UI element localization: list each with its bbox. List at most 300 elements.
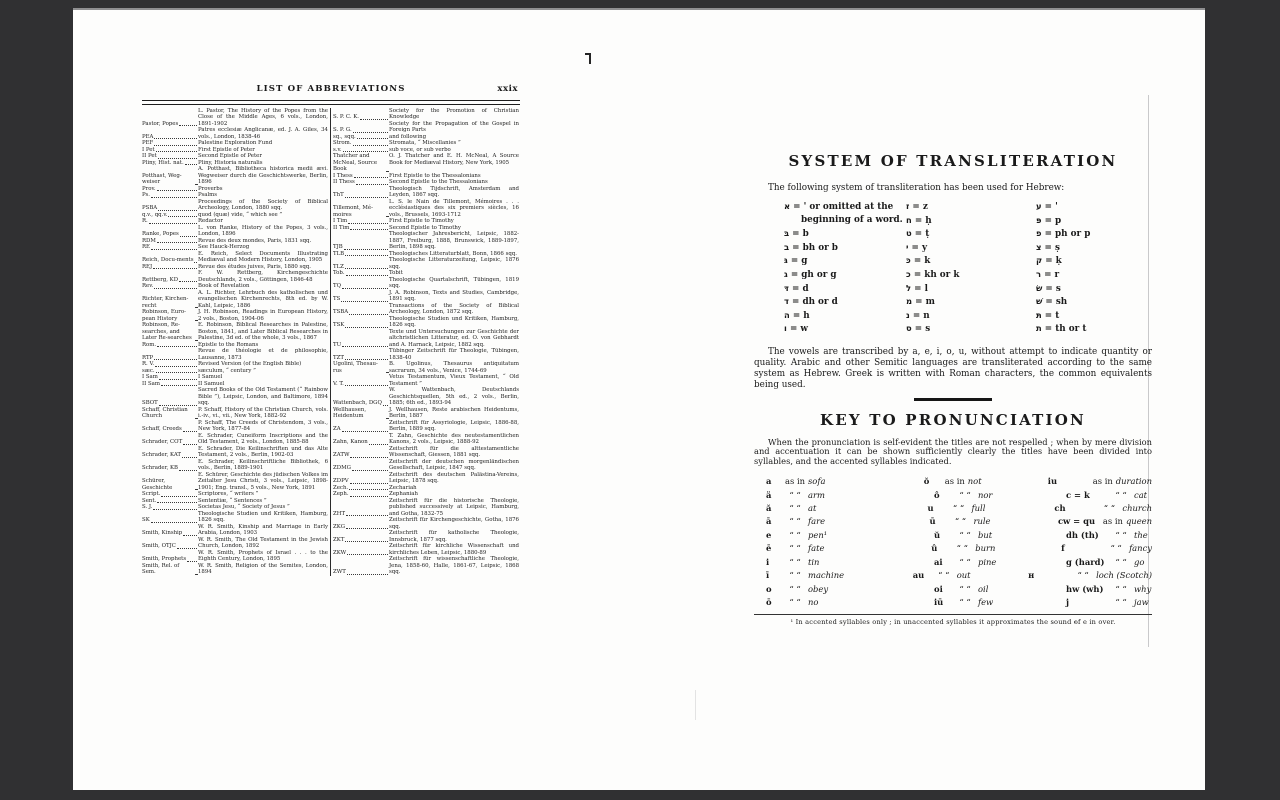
abbreviation-entry	[333, 329, 519, 349]
abbreviation-definition: Zeitschrift der deutschen morgenländischen Gesellschaft, Leipsic, 1847 sqq.	[389, 458, 519, 471]
latin-value: kh or k	[924, 269, 960, 280]
abbreviation-key	[333, 348, 389, 361]
transliteration-row	[784, 254, 1152, 268]
abbreviation-key	[333, 420, 389, 433]
abbreviation-entry	[142, 251, 328, 264]
abbreviation-entry	[333, 186, 519, 199]
equals-sign: =	[911, 283, 925, 294]
ditto-or-as-in: “ “	[959, 529, 971, 540]
leader-dots	[349, 489, 388, 490]
abbreviation-definition: See Hauck-Herzog	[198, 244, 250, 250]
abbreviation-entry	[333, 303, 519, 316]
hebrew-letter: שׁ	[1036, 296, 1043, 307]
abbreviation-key-text: Potthast, Weg-weiser	[142, 172, 182, 185]
ditto-or-as-in: “ “	[956, 543, 968, 554]
abbreviation-definition: W. R. Smith, The Old Testament in the Jewish Church, London, 1892	[198, 536, 328, 549]
abbreviation-entry	[142, 309, 328, 322]
abbreviation-key	[142, 322, 198, 342]
transliteration-cell	[906, 200, 1036, 214]
ditto-or-as-in: “ “	[959, 489, 971, 500]
leader-dots	[151, 522, 197, 523]
ditto-or-as-in: “ “	[1110, 543, 1122, 554]
transliteration-cell	[906, 254, 1036, 268]
example-word: queen	[1125, 516, 1152, 527]
abbreviation-key-text: RDM	[142, 237, 156, 244]
abbreviation-definition: Psalms	[198, 192, 218, 198]
abbreviation-entry	[333, 387, 519, 407]
transliteration-cell	[906, 227, 1036, 241]
abbreviation-entry	[333, 420, 519, 433]
abbreviation-definition: Revue des études juives, Paris, 1880 sqq.	[198, 263, 311, 270]
leader-dots	[153, 509, 197, 510]
equals-sign: =	[1042, 283, 1056, 294]
abbreviation-entry	[333, 459, 519, 472]
abbreviation-key-text: Schürer, Geschichte	[142, 478, 173, 491]
example-word: nor	[978, 489, 993, 500]
abbreviation-key	[333, 374, 389, 387]
abbreviation-definition: Zeitschrift für die alttestamentliche Wissenschaft, Giessen, 1881 sqq.	[389, 445, 519, 458]
abbreviation-definition: Tobit	[389, 270, 403, 276]
abbreviation-definition: L. von Ranke, History of the Popes, 3 vols., London, 1896	[198, 224, 328, 237]
abbreviation-entry	[142, 472, 328, 492]
abbreviation-entry	[333, 277, 519, 290]
abbreviation-entry	[333, 498, 519, 518]
abbreviation-key-text: TJB	[333, 244, 343, 250]
abbreviation-entry	[333, 153, 519, 173]
hebrew-letter: ל	[906, 282, 912, 293]
ditto-or-as-in: “ “	[1115, 489, 1127, 500]
abbreviation-entry	[142, 537, 328, 550]
abbreviations-column-1	[142, 108, 328, 576]
transliteration-cell	[906, 214, 1036, 228]
abbreviation-definition: Sententiæ, “ Sentences ”	[198, 497, 267, 504]
latin-value: s	[1055, 283, 1061, 294]
latin-value: ṣ	[1054, 242, 1060, 253]
equals-sign: =	[790, 202, 804, 212]
abbreviation-definition: Societas Jesu, “ Society of Jesus ”	[198, 504, 290, 510]
ditto-or-as-in: “ “	[938, 570, 950, 581]
hebrew-letter: ג	[784, 268, 788, 279]
example-word: pine	[978, 556, 997, 567]
abbreviation-definition: sub voce, or sub verbo	[389, 146, 451, 153]
abbreviation-key	[333, 459, 389, 472]
abbreviation-definition: quod (quæ) vide, “ which see ”	[198, 211, 283, 218]
pronunciation-cell	[766, 475, 924, 488]
hebrew-letter: ח	[906, 214, 912, 225]
abbreviation-key	[333, 303, 389, 316]
phonetic-symbol: ŭ	[934, 529, 941, 540]
abbreviation-key-text: II Sam	[142, 380, 160, 387]
abbreviation-entry	[333, 374, 519, 387]
transliteration-row	[784, 309, 1152, 323]
transliteration-cell	[784, 214, 906, 228]
ditto-or-as-in: as in	[1102, 516, 1123, 527]
abbreviation-definition: J. A. Robinson, Texts and Studies, Cambridge, 1891 sqq.	[389, 289, 519, 302]
abbreviation-definition: Second Epistle to the Thessalonians	[389, 179, 488, 185]
transliteration-row	[784, 214, 1152, 228]
latin-value: b	[802, 229, 809, 240]
leader-dots	[345, 327, 388, 328]
abbreviation-definition: Zephaniah	[389, 491, 418, 497]
abbreviation-entry	[333, 108, 519, 121]
equals-sign: =	[787, 256, 802, 267]
phonetic-symbol: ʜ	[1028, 570, 1035, 581]
continuation-text: beginning of a word.	[801, 214, 903, 225]
latin-value: gh or g	[801, 269, 837, 280]
example-word: go	[1134, 556, 1145, 567]
ditto-or-as-in: as in	[1092, 476, 1113, 487]
abbreviation-key	[142, 537, 198, 550]
ditto-or-as-in: “ “	[789, 503, 801, 514]
abbreviation-entry	[333, 290, 519, 303]
abbreviation-entry	[142, 420, 328, 433]
abbreviation-entry	[142, 446, 328, 459]
leader-dots	[346, 515, 388, 516]
leader-dots	[158, 210, 197, 211]
example-word: fate	[808, 543, 825, 554]
leader-dots	[195, 489, 197, 490]
example-word: few	[978, 596, 994, 607]
abbreviation-key-text: Smith, OTJC	[142, 543, 176, 549]
abbreviation-key-text: SK	[142, 517, 150, 523]
abbreviation-definition: Zeitschrift für katholische Theologie, Innsbruck, 1877 sqq.	[389, 530, 519, 543]
pronunciation-row	[766, 583, 1152, 596]
hebrew-letter: כ	[906, 268, 911, 279]
abbreviation-key-text: Smith, Kinship	[142, 530, 183, 536]
leader-dots	[155, 366, 197, 367]
abbreviation-key	[142, 348, 198, 361]
equals-sign: =	[1041, 324, 1056, 335]
phonetic-symbol: ă	[766, 503, 772, 514]
latin-value: k	[924, 256, 931, 267]
abbreviation-key-text: S. J.	[142, 504, 153, 510]
pronunciation-cell	[934, 529, 1066, 542]
abbreviation-key	[142, 127, 198, 140]
phonetic-symbol: o	[766, 583, 772, 594]
abbreviation-definition: Zeitschrift des deutschen Palästina-Vereins, Leipsic, 1878 sqq.	[389, 471, 519, 484]
abbreviation-definition: Scriptores, “ writers ”	[198, 491, 259, 497]
abbreviation-key	[142, 290, 198, 310]
abbreviation-entry	[142, 290, 328, 310]
latin-value: g	[801, 256, 808, 267]
abbreviation-key-text: ZKG	[333, 523, 346, 530]
pronunciation-cell	[766, 596, 934, 609]
leader-dots	[347, 554, 388, 555]
leader-dots	[347, 574, 388, 575]
abbreviation-definition: J. Wellhausen, Reste arabischen Heidentums, Berlin, 1887	[389, 406, 519, 419]
abbreviation-key	[333, 121, 389, 134]
abbreviation-key-text: Wellhausen, Heidentum	[333, 406, 367, 419]
abbreviation-definition: and following	[389, 133, 427, 140]
leader-dots	[350, 229, 388, 230]
pronunciation-table	[766, 475, 1152, 609]
leader-dots	[350, 483, 388, 484]
abbreviation-entry	[333, 348, 519, 361]
pronunciation-cell	[924, 475, 1048, 488]
phonetic-symbol: iu	[1047, 476, 1058, 487]
example-word: no	[808, 596, 819, 607]
abbreviation-key	[142, 108, 198, 128]
equals-sign: =	[786, 324, 801, 335]
abbreviation-entry	[333, 407, 519, 420]
abbreviation-key-text: Zeph.	[333, 491, 349, 497]
hebrew-letter: בּ	[784, 228, 790, 239]
phonetic-symbol: a	[766, 476, 772, 487]
abbreviation-key-text: Thatcher and McNeal, Source Book	[333, 153, 378, 172]
abbreviation-definition: Society for the Promotion of Christian Knowledge	[389, 107, 519, 120]
example-word: the	[1134, 529, 1148, 540]
abbreviation-key	[333, 446, 389, 459]
abbreviation-definition: Second Epistle to Timothy	[389, 224, 461, 231]
pronunciation-cell	[1066, 529, 1152, 542]
leader-dots	[345, 197, 388, 198]
leader-dots	[350, 457, 388, 458]
leader-dots	[346, 528, 388, 529]
abbreviation-entry	[142, 511, 328, 524]
latin-value: ' or omitted at the	[803, 202, 894, 212]
phonetic-symbol: ē	[766, 543, 772, 554]
hebrew-transliteration-table	[784, 200, 1152, 336]
pronunciation-cell	[1066, 583, 1152, 596]
abbreviation-key-text: Schaff, Creeds	[142, 426, 182, 432]
latin-value: p	[1055, 215, 1062, 226]
pronunciation-cell	[766, 556, 934, 569]
leader-dots	[360, 119, 388, 120]
abbreviation-definition: A. L. Richter, Lehrbuch des katholischen und evangelischen Kirchenrechts, 8th ed. by W. Kahl, Leipsic, 1886	[198, 289, 328, 309]
abbreviation-key	[333, 153, 389, 173]
transliteration-row	[784, 241, 1152, 255]
transliteration-cell	[906, 322, 1036, 336]
leader-dots	[353, 145, 388, 146]
equals-sign: =	[911, 229, 926, 240]
ditto-or-as-in: “ “	[789, 543, 801, 554]
leader-dots	[154, 359, 197, 360]
leader-dots	[353, 132, 388, 133]
hebrew-letter: תּ	[1036, 309, 1042, 320]
leader-dots	[386, 216, 388, 217]
abbreviation-key-text: ZWT	[333, 569, 346, 575]
ditto-or-as-in: “ “	[789, 596, 801, 607]
abbreviation-key-text: Script.	[142, 491, 161, 497]
equals-sign: =	[909, 202, 923, 212]
abbreviation-key-text: II Thess	[333, 179, 355, 185]
phonetic-symbol: ō	[766, 596, 772, 607]
phonetic-symbol: u	[927, 503, 934, 514]
phonetic-symbol: e	[766, 529, 772, 540]
phonetic-symbol: cw = qu	[1057, 516, 1096, 527]
leader-dots	[341, 301, 388, 302]
abbreviation-entry	[333, 316, 519, 329]
equals-sign: =	[1041, 269, 1055, 280]
abbreviation-key-text: REJ	[142, 263, 153, 270]
abbreviation-key-text: ZATW	[333, 452, 350, 458]
abbreviation-key	[142, 472, 198, 492]
leader-dots	[182, 457, 197, 458]
phonetic-symbol: ī	[766, 570, 770, 581]
transliteration-cell	[1036, 254, 1152, 268]
phonetic-symbol: dh (th)	[1066, 529, 1099, 540]
abbreviation-key-text: Zahn, Kanon	[333, 439, 368, 445]
equals-sign: =	[1041, 202, 1056, 212]
phonetic-symbol: iū	[934, 596, 944, 607]
equals-sign: =	[788, 283, 803, 294]
abbreviation-definition: T. Zahn, Geschichte des neutestamentlichen Kanons, 2 vols., Leipsic, 1888-92	[389, 432, 519, 445]
pronunciation-cell	[913, 569, 1028, 582]
abbreviation-entry	[333, 257, 519, 270]
abbreviation-key-text: TZT	[333, 354, 344, 361]
abbreviation-key	[333, 316, 389, 329]
leader-dots	[183, 444, 197, 445]
abbreviation-definition: Theologische Quartalschrift, Tübingen, 1819 sqq.	[389, 276, 519, 289]
abbreviation-key-text: Reich, Docu-ments	[142, 257, 194, 263]
abbreviation-definition: Revue des deux mondes, Paris, 1831 sqq.	[198, 237, 312, 244]
leader-dots	[195, 574, 197, 575]
abbreviation-entry	[142, 322, 328, 342]
abbreviation-definition: Revised Version (of the English Bible)	[198, 361, 302, 367]
section-divider-rule	[914, 398, 992, 401]
ditto-or-as-in: “ “	[1103, 503, 1116, 514]
transliteration-cell	[1036, 282, 1152, 296]
abbreviation-entry	[333, 446, 519, 459]
leader-dots	[157, 242, 197, 243]
abbreviation-key-text: ZKT	[333, 536, 345, 543]
abbreviation-definition: A. Potthast, Bibliotheca historica medii ævi. Wegweiser durch die Geschichtswerke, Berlin, 1896	[198, 166, 328, 185]
example-word: duration	[1115, 476, 1152, 487]
abbreviation-key	[142, 270, 198, 283]
example-word: full	[971, 503, 986, 514]
abbreviation-definition: P. Schaff, History of the Christian Church, vols. i.-iv., vi., vii., New York, 1882-92	[198, 406, 328, 419]
abbreviation-key	[142, 407, 198, 420]
abbreviation-definition: First Epistle of Peter	[198, 146, 255, 153]
abbreviation-entry	[142, 108, 328, 128]
abbreviation-key-text: TS	[333, 296, 341, 302]
example-word: fare	[808, 516, 826, 527]
pronunciation-cell	[934, 489, 1066, 502]
abbreviation-key-text: TU	[333, 341, 342, 348]
abbreviation-definition: Transactions of the Society of Biblical Archeology, London, 1872 sqq.	[389, 302, 519, 315]
leader-dots	[154, 138, 197, 139]
leader-dots	[357, 138, 388, 139]
leader-dots	[194, 262, 197, 263]
equals-sign: =	[1042, 256, 1056, 267]
abbreviation-key	[333, 329, 389, 349]
transliteration-intro: The following system of transliteration has been used for Hebrew:	[768, 183, 1065, 193]
abbreviation-key-text: I Pet	[142, 146, 155, 153]
abbreviation-key-text: Schaff, Christian Church	[142, 406, 188, 419]
leader-dots	[346, 275, 388, 276]
phonetic-symbol: oi	[934, 583, 943, 594]
abbreviation-definition: Theologisches Litteraturblatt, Bonn, 1866 sqq.	[389, 250, 517, 257]
leader-dots	[179, 281, 197, 282]
abbreviation-definition: Patres ecclesiæ Anglicanæ, ed. J. A. Giles, 34 vols., London, 1838-46	[198, 127, 328, 140]
latin-value: w	[800, 324, 808, 335]
hebrew-letter: ו	[784, 323, 787, 334]
leader-dots	[345, 541, 388, 542]
transliteration-cell	[1036, 227, 1152, 241]
abbreviation-key-text: Ugolini, Thesau-rus	[333, 361, 378, 374]
abbreviation-definition: Revue de théologie et de philosophie, Lausanne, 1873	[198, 348, 328, 361]
pronunciation-row	[766, 569, 1152, 582]
equals-sign: =	[911, 324, 926, 335]
abbreviation-definition: I Samuel	[198, 374, 223, 380]
abbreviation-key-text: TSK	[333, 322, 345, 328]
abbreviation-key-text: RTP	[142, 354, 154, 361]
transliteration-cell	[784, 322, 906, 336]
abbreviation-definition: Stromata, “ Miscellanies ”	[389, 140, 461, 146]
abbreviation-definition: Texte und Untersuchungen zur Geschichte der altchristlichen Litteratur, ed. O. von Gebhardt and A. Harnack, Leipsic, 1882 sqq.	[389, 328, 519, 348]
latin-value: z	[922, 202, 928, 212]
latin-value: th or t	[1055, 324, 1087, 335]
abbreviation-key	[142, 511, 198, 524]
abbreviation-entry	[142, 225, 328, 238]
leader-dots	[159, 379, 197, 380]
transliteration-cell	[906, 241, 1036, 255]
abbreviation-definition: Theologische Litteraturzeitung, Leipsic, 1876 sqq.	[389, 257, 519, 270]
example-word: pen¹	[808, 529, 828, 540]
transliteration-cell	[784, 200, 906, 214]
leader-dots	[386, 171, 388, 172]
abbreviation-key-text: Ranke, Popes	[142, 231, 179, 237]
leader-dots	[185, 164, 197, 165]
latin-value: n	[923, 310, 930, 321]
abbreviation-key-text: I Tim	[333, 218, 348, 224]
transliteration-row	[784, 200, 1152, 214]
header-rule	[142, 100, 520, 105]
abbreviation-key-text: Strom.	[333, 140, 352, 146]
equals-sign: =	[909, 310, 924, 321]
latin-value: t	[1055, 310, 1060, 321]
transliteration-row	[784, 295, 1152, 309]
abbreviation-key	[333, 433, 389, 446]
phonetic-symbol: g (hard)	[1066, 556, 1105, 567]
hebrew-letter: ב	[784, 241, 790, 252]
phonetic-symbol: ū	[929, 516, 936, 527]
pronunciation-row	[766, 515, 1152, 528]
abbreviation-definition: W. R. Smith, Kinship and Marriage in Early Arabia, London, 1903	[198, 523, 328, 536]
abbreviation-key-text: Smith, Prophets	[142, 556, 187, 562]
abbreviation-key-text: TSBA	[333, 309, 349, 315]
transliteration-cell	[1036, 241, 1152, 255]
abbreviation-key-text: Schrader, KB	[142, 465, 179, 471]
abbreviation-entry	[142, 433, 328, 446]
abbreviation-key-text: R. V.	[142, 361, 155, 367]
abbreviation-entry	[142, 199, 328, 212]
latin-value: h	[803, 310, 810, 321]
leader-dots	[168, 216, 197, 217]
abbreviation-key	[333, 186, 389, 199]
abbreviation-entry	[142, 563, 328, 576]
leader-dots	[352, 470, 388, 471]
abbreviation-key-text: ZDMG	[333, 465, 351, 471]
scan-artifact-mark	[585, 53, 591, 64]
leader-dots	[195, 184, 197, 185]
abbreviation-key-text: ZDPV	[333, 478, 349, 484]
leader-dots	[349, 314, 388, 315]
transliteration-cell	[784, 282, 906, 296]
abbreviation-key	[142, 550, 198, 563]
abbreviation-entry	[333, 361, 519, 374]
abbreviation-key-text: Rom.	[142, 341, 157, 348]
hebrew-letter: ת	[1036, 323, 1042, 334]
example-word: burn	[975, 543, 996, 554]
leader-dots	[369, 444, 388, 445]
abbreviation-key	[333, 407, 389, 420]
latin-value: m	[925, 297, 935, 308]
latin-value: ṭ	[925, 229, 930, 240]
hebrew-letter: צ	[1036, 241, 1042, 252]
abbreviation-entry	[333, 433, 519, 446]
abbreviation-key-text: Schrader, COT	[142, 439, 183, 445]
